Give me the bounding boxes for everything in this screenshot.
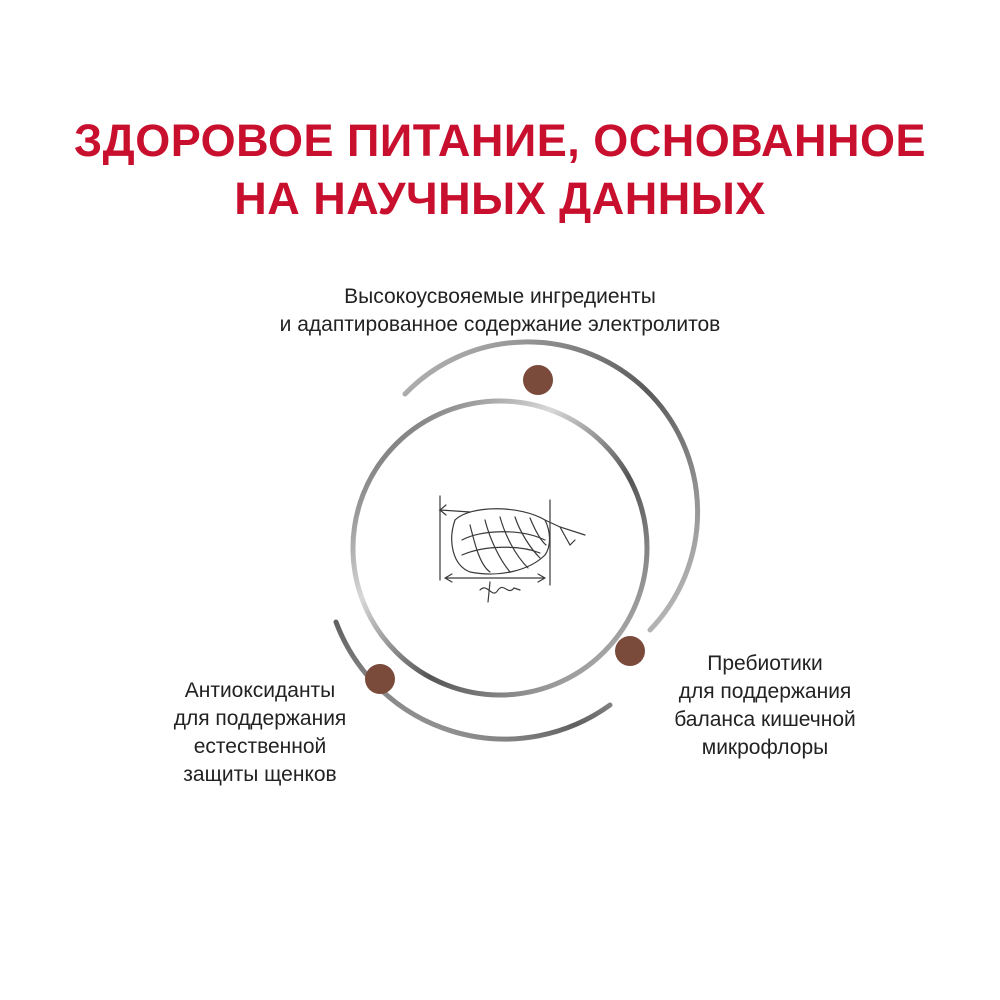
- benefit-digestibility-line-1: Высокоусвояемые ингредиенты: [344, 285, 656, 308]
- benefit-prebiotics-line-1: Пребиотики: [707, 652, 823, 675]
- benefit-antioxidants-line-3: естественной: [193, 735, 327, 758]
- benefit-antioxidants-line-4: защиты щенков: [183, 763, 337, 786]
- benefit-digestibility-line-2: и адаптированное содержание электролитов: [279, 313, 721, 336]
- dot-icon: [523, 365, 553, 395]
- headline-line-1: ЗДОРОВОЕ ПИТАНИЕ, ОСНОВАННОЕ: [73, 115, 927, 166]
- headline-line-2: НА НАУЧНЫХ ДАННЫХ: [234, 173, 766, 224]
- benefit-prebiotics-line-3: баланса кишечной: [674, 708, 856, 731]
- benefit-prebiotics-line-4: микрофлоры: [701, 736, 829, 759]
- benefit-antioxidants-line-1: Антиоксиданты: [184, 679, 336, 702]
- stomach-sketch-icon: [440, 496, 585, 602]
- dot-icon: [365, 664, 395, 694]
- dot-icon: [615, 636, 645, 666]
- benefit-antioxidants-line-2: для поддержания: [173, 707, 347, 730]
- inner-ring: [353, 401, 647, 695]
- benefit-prebiotics-line-2: для поддержания: [678, 680, 852, 703]
